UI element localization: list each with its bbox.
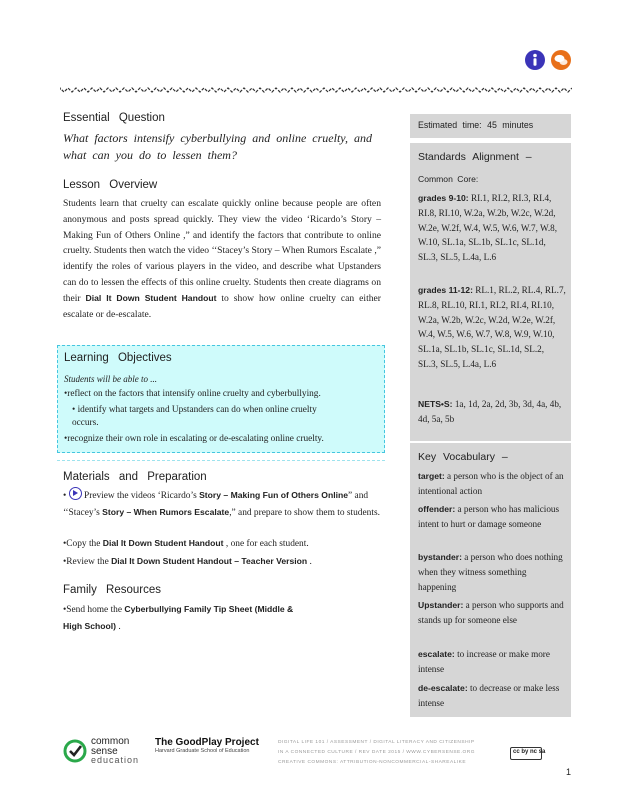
overview-handout-title[interactable]: Dial It Down Student Handout [85, 292, 217, 303]
grades-label: grades 11-12: [418, 285, 473, 295]
common-sense-logo [63, 737, 151, 769]
objective-text: reflect on the factors that intensify online cruelty and cyberbullying. [67, 389, 321, 399]
estimated-time-value: 45 minutes [487, 120, 534, 130]
vocabulary-heading: Key Vocabulary – [418, 451, 508, 463]
handout-link[interactable]: Dial It Down Student Handout [102, 538, 224, 548]
video-link-ricardo[interactable]: Story – Making Fun of Others Online [199, 490, 349, 500]
vocab-definition: a person who is the object of an intentional action [418, 471, 564, 496]
vocab-entry [418, 550, 566, 594]
materials-item: •Copy the Dial It Down Student Handout , one for each student. [63, 538, 309, 549]
creative-commons-badge: cc by nc sa [510, 747, 542, 760]
vocab-entry [418, 681, 566, 711]
vocab-term: target: [418, 471, 445, 481]
nets-standards: 1a, 1d, 2a, 2d, 3b, 3d, 4a, 4b, 4d, 5a, 5b [418, 399, 562, 424]
common-core-label: Common Core: [418, 174, 479, 184]
objective-item: •recognize their own role in escalating or de-escalating online cruelty. [64, 434, 324, 444]
standards-box [410, 143, 571, 441]
grades-standards: RI.1, RI.2, RI.3, RI.4, RI.8, RI.10, W.2a, W.2b, W.2c, W.2d, W.2e, W.2f, W.4, W.5, W.6, W.7, W.8, W.10, SL.1a, SL.1b, SL.1c, SL.1d, SL.3, SL.5, L.4a, L.6 [418, 193, 558, 263]
info-icon[interactable] [525, 50, 545, 70]
teacher-handout-link[interactable]: Dial It Down Student Handout – Teacher Version [111, 556, 308, 566]
objectives-divider [57, 460, 385, 461]
logo-line-2: sense [91, 745, 118, 757]
logo-line-3: education [91, 755, 140, 765]
grades-standards: RL.1, RL.2, RL.4, RL.7, RL.8, RL.10, RI.1, RI.2, RI.4, RI.10, W.2a, W.2b, W.2c, W.2d, W.2e, W.2f, W.4, W.5, W.6, W.7, W.8, W.9, W.10, SL.1a, SL.1b, SL.1c, SL.1d, SL.2, SL.3, SL.5, L.4a, L.6 [418, 285, 566, 369]
family-resources-heading: Family Resources [63, 584, 162, 596]
materials-item: • Preview the videos ‘Ricardo’s Story – Making Fun of Others Online” and ‘‘Stacey’s Story – When Rumors Escalate,” and prepare to show them to students. [63, 487, 381, 521]
vocab-term: escalate: [418, 649, 455, 659]
family-item: •Send home the Cyberbullying Family Tip Sheet (Middle & High School) . [63, 604, 294, 632]
logo-line-1: common [91, 736, 130, 747]
vocab-definition: a person who has malicious intent to hurt or damage someone [418, 504, 560, 529]
objective-text: recognize their own role in escalating or de-escalating online cruelty. [67, 434, 324, 444]
lesson-overview-text [63, 196, 381, 322]
objective-item: •reflect on the factors that intensify online cruelty and cyberbullying. [64, 389, 321, 399]
vocab-term: bystander: [418, 552, 462, 562]
section-divider [60, 86, 572, 94]
vocab-entry [418, 647, 566, 677]
vocab-definition: to increase or make more intense [418, 649, 550, 674]
footer-fine-print: DIGITAL LIFE 101 / ASSESSMENT / DIGITAL LITERACY AND CITIZENSHIP IN A CONNECTED CULTURE / REV DATE 2015 / WWW.CYBERSENSE.ORG CREATIVE COMMONS: ATTRIBUTION-NONCOMMERCIAL-SHAREALIKE [278, 740, 475, 765]
learning-objectives-heading: Learning Objectives [64, 352, 172, 364]
objective-item: • identify what targets and Upstanders can do when online cruelty occurs. [72, 405, 317, 428]
learning-objectives-intro: Students will be able to ... [64, 374, 157, 384]
vocab-term: offender: [418, 504, 456, 514]
estimated-time-box [410, 114, 571, 138]
vocab-entry [418, 598, 566, 628]
nets-label: NETS•S: [418, 399, 453, 409]
goodplay-subtitle: Harvard Graduate School of Education [155, 748, 250, 754]
chat-icon[interactable] [551, 50, 571, 70]
vocab-term: Upstander: [418, 600, 464, 610]
estimated-time-label: Estimated time: [418, 120, 482, 130]
standards-grades-9-10 [418, 191, 566, 265]
lesson-overview-heading: Lesson Overview [63, 179, 158, 191]
vocab-definition: to decrease or make less intense [418, 683, 560, 708]
overview-text-post: to show how online cruelty can either escalate or de-escalate. [63, 292, 381, 320]
goodplay-title: The GoodPlay Project [155, 737, 259, 748]
materials-item: •Review the Dial It Down Student Handout – Teacher Version . [63, 556, 312, 567]
goodplay-logo [155, 737, 259, 754]
tip-sheet-link[interactable]: Cyberbullying Family Tip Sheet (Middle & High School) [63, 604, 294, 631]
vocab-definition: a person who supports and stands up for someone else [418, 600, 564, 625]
overview-text-pre: Students learn that cruelty can escalate quickly online because people are often anonymous and posts spread quickly. They view the video ‘Ricardo’s Story – Making Fun of Others Online ,” and identify the factors that contribute to online cruelty. Students then watch the video ‘‘Stacey’s Story – When Rumors Escalate ,” identify the roles of various players in the video, and describe what Upstanders can do to lessen the effects of this online cruelty. Students then create diagrams on their [63, 198, 381, 304]
standards-nets [418, 397, 566, 427]
vocabulary-box [410, 443, 571, 717]
vocab-term: de-escalate: [418, 683, 468, 693]
essential-question-heading: Essential Question [63, 112, 165, 124]
vocab-entry [418, 502, 566, 532]
checkmark-icon [63, 739, 87, 763]
page-number: 1 [566, 767, 572, 777]
objective-text: identify what targets and Upstanders can do when online cruelty occurs. [72, 405, 317, 428]
learning-objectives-box [57, 345, 385, 453]
standards-grades-11-12 [418, 283, 566, 372]
grades-label: grades 9-10: [418, 193, 469, 203]
play-icon[interactable] [69, 487, 82, 500]
essential-question-text: What factors intensify cyberbullying and online cruelty, and what can you do to lessen them? [63, 131, 372, 162]
vocab-definition: a person who does nothing when they witness something happening [418, 552, 563, 592]
vocab-entry [418, 469, 566, 499]
video-link-stacey[interactable]: Story – When Rumors Escalate [102, 506, 230, 517]
materials-heading: Materials and Preparation [63, 471, 207, 483]
standards-heading: Standards Alignment – [418, 151, 532, 163]
